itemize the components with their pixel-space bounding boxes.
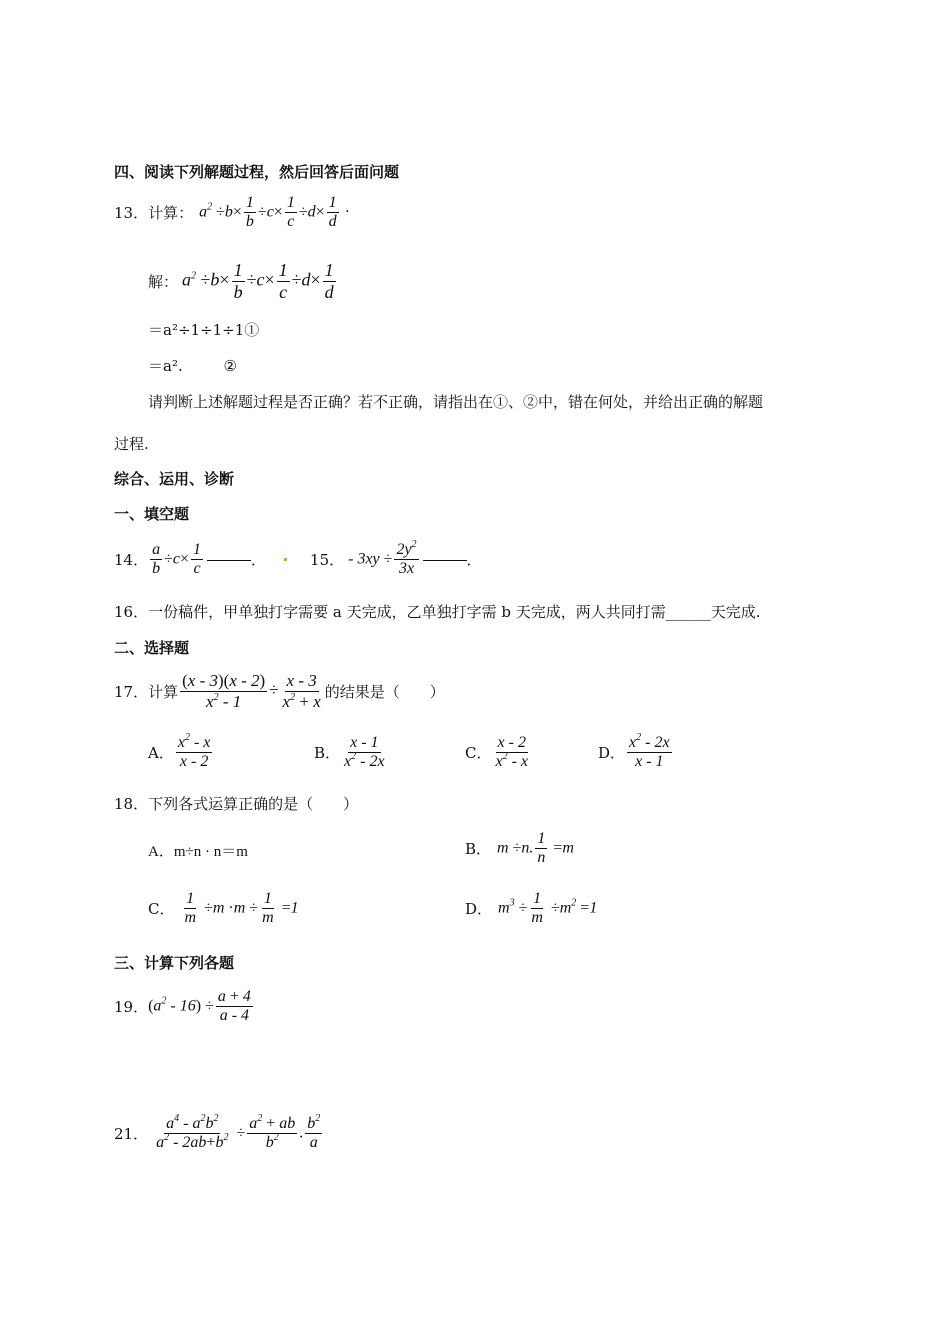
- mark-dot: [284, 558, 287, 561]
- option-17b-expression: $\frac{x - 1}{x^2 - 2x}$: [344, 734, 385, 771]
- question-15-expression: - 3xy ÷ $\frac{2y^2}{3x}$: [348, 539, 417, 578]
- option-18b[interactable]: [465, 830, 574, 868]
- question-13-solution: [148, 260, 338, 302]
- question-18: 18．下列各式运算正确的是（ ）: [114, 795, 359, 813]
- solution-step-1: ＝a²÷1÷1÷1①: [148, 321, 260, 339]
- option-label: C．: [465, 744, 492, 763]
- question-21-expression: $\frac{a^4 - a^2b^2}{a^2 - 2ab+b^2}$ ÷ $\frac{a^2 + ab}{b^2}$ . $\frac{b^2}{a}$: [156, 1113, 321, 1152]
- solution-label: 解：: [148, 272, 179, 291]
- option-17c-expression: $\frac{x - 2}{x^2 - x}$: [495, 734, 529, 771]
- solution-step-2-mark: ②: [223, 357, 237, 375]
- question-17-suffix: 的结果是（ ）: [324, 682, 445, 701]
- question-21-label: 21．: [114, 1125, 149, 1144]
- question-14-label: 14．: [114, 551, 149, 570]
- question-14-expression: $\frac{a}{b}$ ÷c× $\frac{1}{c}$: [152, 541, 202, 578]
- option-18b-expression: m ÷n. $\frac{1}{n}$ =m: [497, 830, 574, 867]
- option-18d-expression: $m^3$ ÷ $\frac{1}{m}$ $\div m^2 =1$: [498, 890, 598, 927]
- question-17-label: 17．计算: [114, 682, 179, 701]
- option-label: B．: [465, 840, 492, 859]
- question-19: [114, 988, 255, 1026]
- option-17b[interactable]: [314, 734, 389, 772]
- question-16: 16．一份稿件，甲单独打字需要 a 天完成，乙单独打字需 b 天完成，两人共同打需______天完成.: [114, 603, 761, 621]
- question-19-expression: $(a^2 - 16)$ ÷ $\frac{a + 4}{a - 4}$: [148, 988, 251, 1025]
- calculation-heading: 三、计算下列各题: [114, 954, 235, 972]
- question-21: [114, 1115, 324, 1153]
- question-13: [114, 194, 350, 232]
- part-heading: 综合、运用、诊断: [114, 470, 235, 488]
- section-4-heading: 四、阅读下列解题过程，然后回答后面问题: [114, 163, 400, 181]
- solution-step-2: [148, 355, 237, 376]
- question-17-expression: $\frac{(x - 3)(x - 2)}{x^2 - 1}$ ÷ $\frac{x - 3}{x^2 + x}$: [182, 671, 321, 711]
- fill-in-heading: 一、填空题: [114, 505, 190, 523]
- option-17a-expression: $\frac{x^2 - x}{x - 2}$: [177, 732, 211, 771]
- option-17a[interactable]: [148, 734, 214, 772]
- solution-step-2-text: ＝a².: [148, 357, 183, 375]
- question-13-prompt-continued: 过程.: [114, 435, 149, 453]
- question-19-label: 19．: [114, 998, 149, 1017]
- question-17: [114, 671, 445, 711]
- option-17c[interactable]: [465, 734, 532, 772]
- question-14-blank[interactable]: [207, 559, 251, 561]
- question-15-label: 15．: [310, 551, 345, 570]
- question-13-expression: $a^2 \div b\times$ $\frac{1}{b}$ ÷c× $\frac{1}{c}$ ÷d× $\frac{1}{d}$ ·: [199, 194, 350, 231]
- question-15-blank[interactable]: [423, 559, 467, 561]
- option-18d[interactable]: [465, 890, 597, 928]
- option-17d[interactable]: [598, 734, 674, 772]
- solution-expression: $a^2 \div b\times$ $\frac{1}{b}$ ÷c× $\frac{1}{c}$ ÷d× $\frac{1}{d}$: [182, 260, 334, 302]
- choice-heading: 二、选择题: [114, 639, 190, 657]
- option-18a[interactable]: A．m÷n · n＝m: [148, 844, 248, 860]
- option-label: D．: [465, 900, 493, 919]
- option-label: A．: [148, 744, 174, 763]
- question-13-prompt: 请判断上述解题过程是否正确？若不正确，请指出在①、②中，错在何处，并给出正确的解题: [148, 393, 764, 411]
- question-14: 14． $\frac{a}{b}$ ÷c× $\frac{1}{c}$ ． 15． - 3xy ÷ $\frac{2y^2}{3x}$ ．: [114, 539, 482, 578]
- option-17d-expression: $\frac{x^2 - 2x}{x - 1}$: [629, 732, 670, 771]
- option-18c-expression: $\frac{1}{m}$ ÷m ·m ÷ $\frac{1}{m}$ =1: [184, 890, 299, 927]
- option-label: B．: [314, 744, 341, 763]
- option-label: C．: [148, 900, 175, 919]
- question-13-label: 13．计算：: [114, 204, 194, 223]
- option-label: D．: [598, 744, 626, 763]
- option-18c[interactable]: [148, 890, 299, 928]
